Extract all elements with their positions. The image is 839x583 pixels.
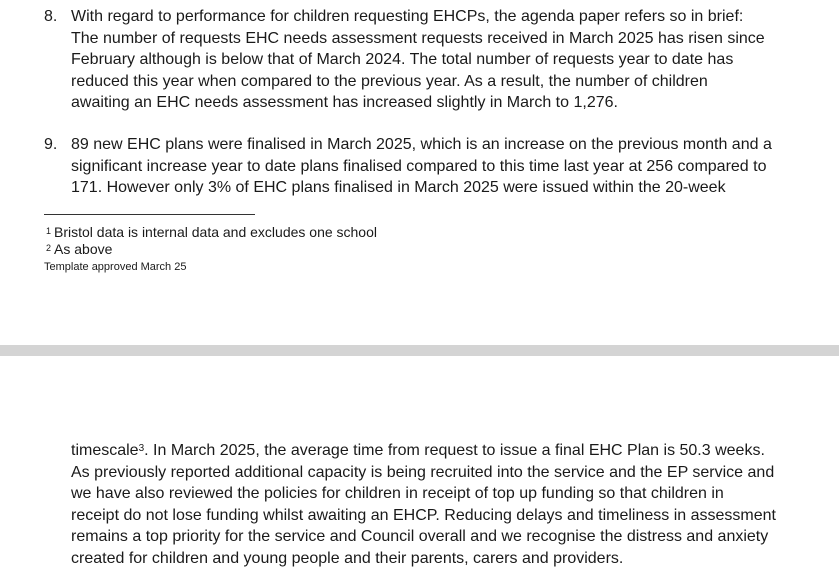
text-line: receipt do not lose funding whilst awaiting an EHCP. Reducing delays and timeliness in assessment — [71, 506, 776, 524]
text-line: created for children and young people and their parents, carers and providers. — [71, 549, 624, 567]
paragraph-8 — [44, 6, 794, 114]
text-line: remains a top priority for the service and Council overall and we recognise the distress and anxiety — [71, 528, 769, 545]
text-line: As previously reported additional capacity is being recruited into the service and the EP service and — [71, 463, 775, 481]
text-line: awaiting an EHC needs assessment has increased slightly in March to 1,276. — [71, 94, 618, 111]
paragraph-9 — [44, 134, 794, 199]
text-line: The number of requests EHC needs assessment requests received in March 2025 has risen since — [71, 29, 765, 47]
footnote-marker: 2 — [46, 243, 52, 253]
first-word: timescale — [71, 442, 139, 459]
text-line: 171. However only 3% of EHC plans finalised in March 2025 were issued within the 20-week — [71, 179, 726, 196]
footnote-reference: 3 — [138, 443, 145, 454]
paragraph-number: 8. — [44, 8, 58, 25]
paragraph-body — [71, 6, 794, 114]
paragraph-body — [71, 134, 794, 199]
footnote-1 — [46, 224, 377, 241]
paragraph-9-continued — [71, 440, 811, 569]
text-line: 89 new EHC plans were finalised in March 2025, which is an increase on the previous month and a — [71, 136, 772, 153]
paragraph-number: 9. — [44, 136, 58, 153]
template-note: Template approved March 25 — [44, 261, 187, 273]
footnote-2 — [46, 241, 112, 258]
text-line: February although is below that of March 2024. The total number of requests year to date has — [71, 51, 734, 68]
text-line: With regard to performance for children requesting EHCPs, the agenda paper refers so in brief: — [71, 8, 744, 25]
footnote-text: Bristol data is internal data and excludes one school — [54, 224, 377, 240]
text-line — [71, 440, 811, 462]
page-separator — [0, 345, 839, 356]
footnote-separator — [44, 214, 255, 215]
first-line-rest: . In March 2025, the average time from request to issue a final EHC Plan is 50.3 weeks. — [144, 442, 765, 459]
footnote-marker: 1 — [46, 226, 52, 236]
footnote-text: As above — [54, 241, 113, 257]
text-line: significant increase year to date plans finalised compared to this time last year at 256 compared to — [71, 157, 767, 175]
text-line: reduced this year when compared to the previous year. As a result, the number of children — [71, 72, 708, 90]
text-line: we have also reviewed the policies for children in receipt of top up funding so that children in — [71, 485, 724, 502]
